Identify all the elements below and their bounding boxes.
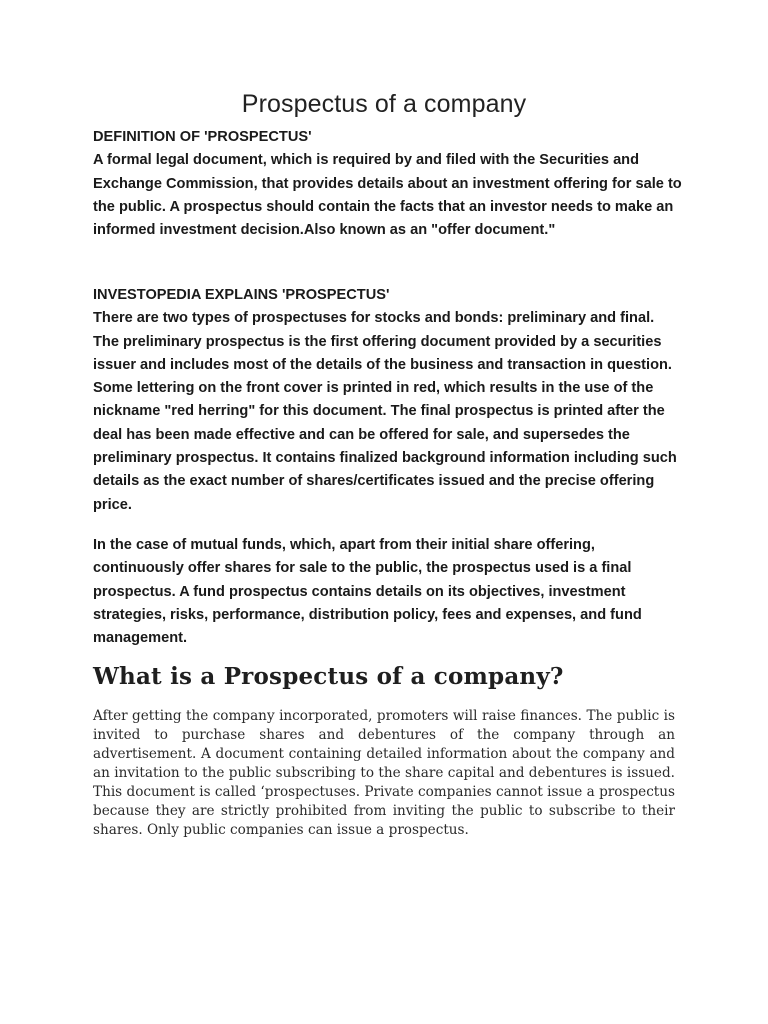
explains-section (93, 284, 683, 517)
explains-heading: INVESTOPEDIA EXPLAINS 'PROSPECTUS' (93, 287, 390, 303)
what-is-heading: What is a Prospectus of a company? (93, 663, 564, 690)
explains-paragraph: There are two types of prospectuses for stocks and bonds: preliminary and final. The preliminary prospectus is the first offering document provided by a securities issuer and includes most of the details of the business and transaction in question. Some lettering on the front cover is printed in red, which results in the use of the nickname "red herring" for this document. The final prospectus is printed after the deal has been made effective and can be offered for sale, and supersedes the preliminary prospectus. It contains finalized background information including such details as the exact number of shares/certificates issued and the precise offering price. (93, 310, 677, 513)
definition-section (93, 126, 683, 242)
what-is-paragraph: After getting the company incorporated, promoters will raise finances. The public is invited to purchase shares and debentures of the company through an advertisement. A document containing detailed information about the company and an invitation to the public subscribing to the share capital and debentures is issued. This document is called ‘prospectuses. Private companies cannot issue a prospectus because they are strictly prohibited from inviting the public to subscribe to their shares. Only public companies can issue a prospectus. (93, 708, 675, 838)
definition-heading: DEFINITION OF 'PROSPECTUS' (93, 129, 312, 145)
page-title: Prospectus of a company (241, 90, 527, 118)
mutual-funds-section (93, 534, 683, 650)
definition-paragraph: A formal legal document, which is required by and filed with the Securities and Exchange Commission, that provides details about an investment offering for sale to the public. A prospectus should contain the facts that an investor needs to make an informed investment decision.Also known as an "offer document." (93, 152, 682, 239)
mutual-funds-paragraph: In the case of mutual funds, which, apart from their initial share offering, continuously offer shares for sale to the public, the prospectus used is a final prospectus. A fund prospectus contains details on its objectives, investment strategies, risks, performance, distribution policy, fees and expenses, and fund management. (93, 537, 642, 647)
